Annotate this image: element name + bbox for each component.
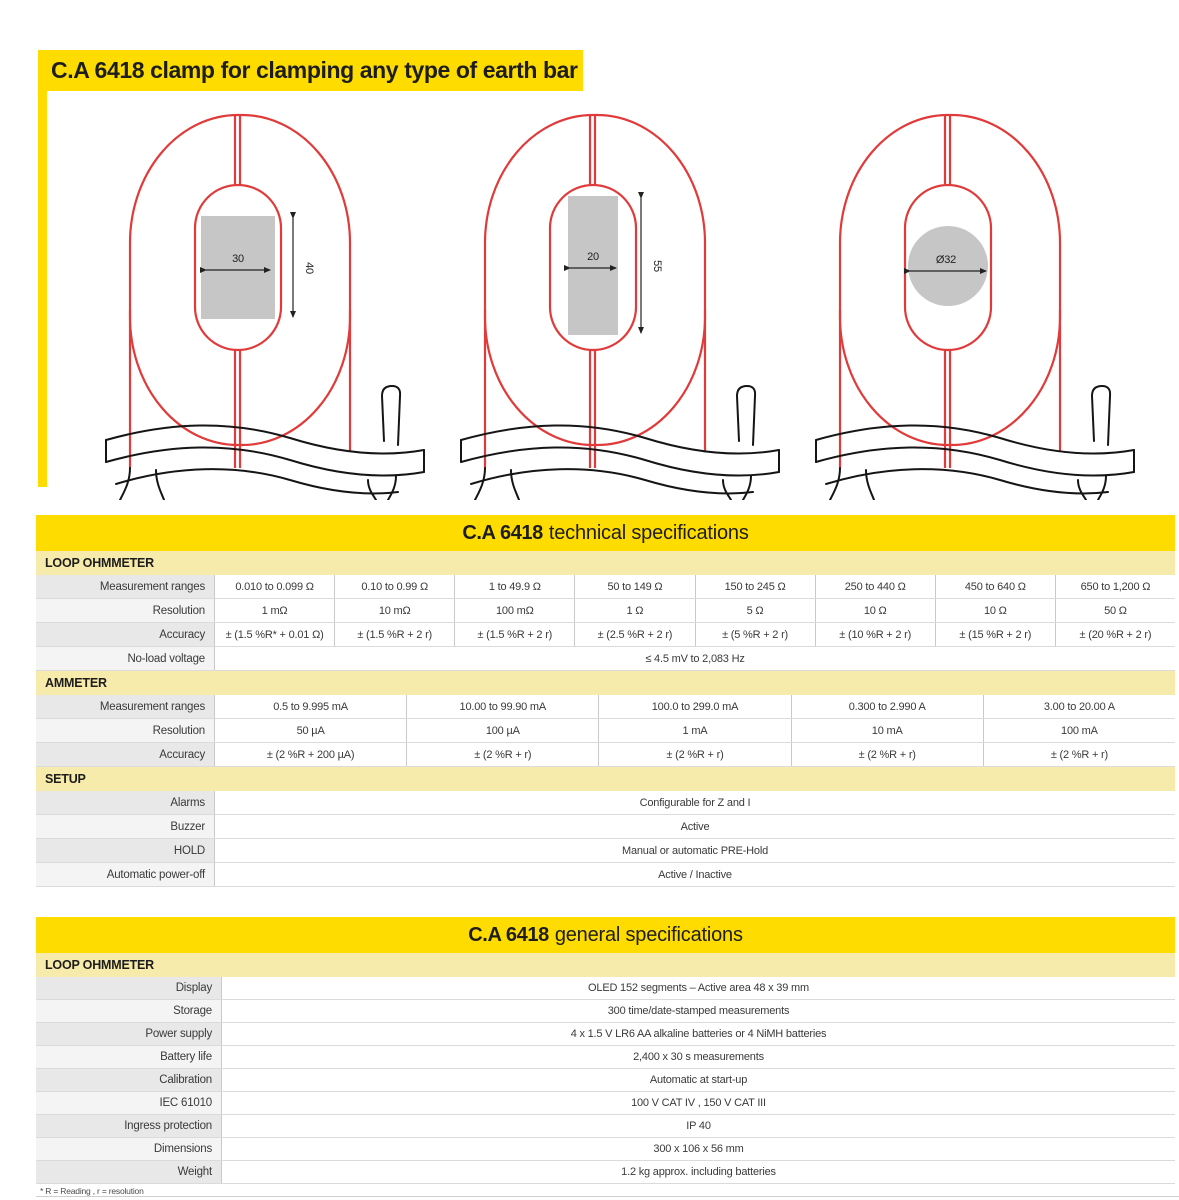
product-name: C.A 6418 [468, 923, 549, 946]
general-specs-body [36, 953, 1175, 1184]
spec-cell: 1 to 49.9 Ω [454, 575, 574, 598]
spec-cell: 10.00 to 99.90 mA [406, 695, 598, 718]
section-header: SETUP [36, 767, 1175, 791]
spec-cell: 10 Ω [935, 599, 1055, 622]
spec-cell: ± (20 %R + 2 r) [1055, 623, 1175, 646]
spec-row [36, 1138, 1175, 1161]
spec-cell: 10 mA [791, 719, 983, 742]
spec-cell: 0.5 to 9.995 mA [214, 695, 406, 718]
spec-row [36, 1023, 1175, 1046]
table-title: technical specifications [548, 521, 749, 544]
general-specs-title-band [36, 917, 1175, 953]
row-label: Battery life [36, 1046, 221, 1068]
row-label: Dimensions [36, 1138, 221, 1160]
spec-cell: ≤ 4.5 mV to 2,083 Hz [214, 647, 1175, 670]
spec-cell: 50 µA [214, 719, 406, 742]
row-label: No-load voltage [36, 647, 214, 670]
page-header-banner [38, 50, 583, 91]
height-dimension-label: 55 [651, 260, 663, 272]
row-label: Measurement ranges [36, 575, 214, 598]
spec-cell: 1 mΩ [214, 599, 334, 622]
yellow-left-strip [38, 50, 47, 487]
spec-row [36, 623, 1175, 647]
product-name: C.A 6418 [462, 521, 543, 544]
spec-cell: Configurable for Z and I [214, 791, 1175, 814]
spec-cell: 250 to 440 Ω [815, 575, 935, 598]
spec-cell: ± (2 %R + r) [406, 743, 598, 766]
spec-cell: 650 to 1,200 Ω [1055, 575, 1175, 598]
height-dimension-label: 40 [303, 262, 315, 274]
spec-row [36, 719, 1175, 743]
general-specifications-table [36, 917, 1175, 1184]
row-label: Weight [36, 1161, 221, 1183]
row-label: Automatic power-off [36, 863, 214, 886]
spec-cell: ± (1.5 %R + 2 r) [334, 623, 454, 646]
section-header: LOOP OHMMETER [36, 551, 1175, 575]
spec-cell: Automatic at start-up [221, 1069, 1175, 1091]
spec-cell: Manual or automatic PRE-Hold [214, 839, 1175, 862]
spec-cell: 5 Ω [695, 599, 815, 622]
spec-cell: ± (2 %R + r) [598, 743, 790, 766]
spec-cell: ± (5 %R + 2 r) [695, 623, 815, 646]
spec-row [36, 1069, 1175, 1092]
spec-row [36, 977, 1175, 1000]
spec-cell: 3.00 to 20.00 A [983, 695, 1175, 718]
row-label: Resolution [36, 719, 214, 742]
spec-row [36, 1161, 1175, 1184]
earth-bar-cross-section [908, 226, 988, 306]
spec-cell: 300 x 106 x 56 mm [221, 1138, 1175, 1160]
spec-row [36, 815, 1175, 839]
spec-row [36, 1115, 1175, 1138]
technical-specs-title-band [36, 515, 1175, 551]
spec-cell: 1 Ω [574, 599, 694, 622]
diameter-dimension-label: Ø32 [935, 254, 957, 266]
spec-cell: 1.2 kg approx. including batteries [221, 1161, 1175, 1183]
row-label: HOLD [36, 839, 214, 862]
spec-cell: ± (15 %R + 2 r) [935, 623, 1055, 646]
row-label: Resolution [36, 599, 214, 622]
spec-row [36, 647, 1175, 671]
section-header: LOOP OHMMETER [36, 953, 1175, 977]
row-label: Measurement ranges [36, 695, 214, 718]
spec-cell: 0.10 to 0.99 Ω [334, 575, 454, 598]
earth-bar-cross-section [201, 216, 275, 319]
spec-cell: 150 to 245 Ω [695, 575, 815, 598]
spec-cell: 2,400 x 30 s measurements [221, 1046, 1175, 1068]
earth-bar-cross-section [568, 196, 618, 335]
spec-cell: 100 mA [983, 719, 1175, 742]
spec-row [36, 743, 1175, 767]
spec-cell: ± (2 %R + 200 µA) [214, 743, 406, 766]
spec-row [36, 599, 1175, 623]
spec-cell: ± (2 %R + r) [791, 743, 983, 766]
spec-cell: ± (1.5 %R + 2 r) [454, 623, 574, 646]
spec-cell: 0.010 to 0.099 Ω [214, 575, 334, 598]
width-dimension-label: 30 [232, 253, 244, 265]
spec-row [36, 1046, 1175, 1069]
row-label: Accuracy [36, 623, 214, 646]
spec-row [36, 839, 1175, 863]
clamp-diagram-round-32 [810, 100, 1140, 500]
spec-row [36, 1092, 1175, 1115]
technical-specs-body [36, 551, 1175, 887]
row-label: Accuracy [36, 743, 214, 766]
page-title: C.A 6418 clamp for clamping any type of earth bar [51, 57, 578, 83]
row-label: Storage [36, 1000, 221, 1022]
row-label: IEC 61010 [36, 1092, 221, 1114]
width-dimension-label: 20 [587, 251, 599, 263]
spec-cell: 10 Ω [815, 599, 935, 622]
row-label: Calibration [36, 1069, 221, 1091]
spec-row [36, 791, 1175, 815]
spec-cell: 0.300 to 2.990 A [791, 695, 983, 718]
footnote: * R = Reading , r = resolution [40, 1186, 144, 1196]
bottom-rule [36, 1196, 1179, 1197]
spec-cell: 50 to 149 Ω [574, 575, 694, 598]
spec-cell: 4 x 1.5 V LR6 AA alkaline batteries or 4 NiMH batteries [221, 1023, 1175, 1045]
spec-row [36, 575, 1175, 599]
spec-cell: ± (2 %R + r) [983, 743, 1175, 766]
spec-cell: ± (10 %R + 2 r) [815, 623, 935, 646]
spec-cell: 50 Ω [1055, 599, 1175, 622]
spec-cell: 450 to 640 Ω [935, 575, 1055, 598]
row-label: Ingress protection [36, 1115, 221, 1137]
spec-cell: 100 V CAT IV , 150 V CAT III [221, 1092, 1175, 1114]
spec-cell: 300 time/date-stamped measurements [221, 1000, 1175, 1022]
spec-row [36, 1000, 1175, 1023]
spec-cell: ± (2.5 %R + 2 r) [574, 623, 694, 646]
section-header: AMMETER [36, 671, 1175, 695]
spec-cell: 100 µA [406, 719, 598, 742]
spec-cell: OLED 152 segments – Active area 48 x 39 mm [221, 977, 1175, 999]
spec-cell: 1 mA [598, 719, 790, 742]
row-label: Display [36, 977, 221, 999]
spec-cell: 10 mΩ [334, 599, 454, 622]
spec-row [36, 863, 1175, 887]
clamp-diagram-rect-20x55 [455, 100, 785, 500]
spec-cell: ± (1.5 %R* + 0.01 Ω) [214, 623, 334, 646]
clamp-diagram-rect-30x40 [100, 100, 430, 500]
spec-row [36, 695, 1175, 719]
technical-specifications-table [36, 515, 1175, 887]
row-label: Alarms [36, 791, 214, 814]
spec-cell: Active / Inactive [214, 863, 1175, 886]
table-title: general specifications [554, 923, 743, 946]
row-label: Buzzer [36, 815, 214, 838]
spec-cell: 100.0 to 299.0 mA [598, 695, 790, 718]
spec-cell: IP 40 [221, 1115, 1175, 1137]
spec-cell: 100 mΩ [454, 599, 574, 622]
row-label: Power supply [36, 1023, 221, 1045]
spec-cell: Active [214, 815, 1175, 838]
